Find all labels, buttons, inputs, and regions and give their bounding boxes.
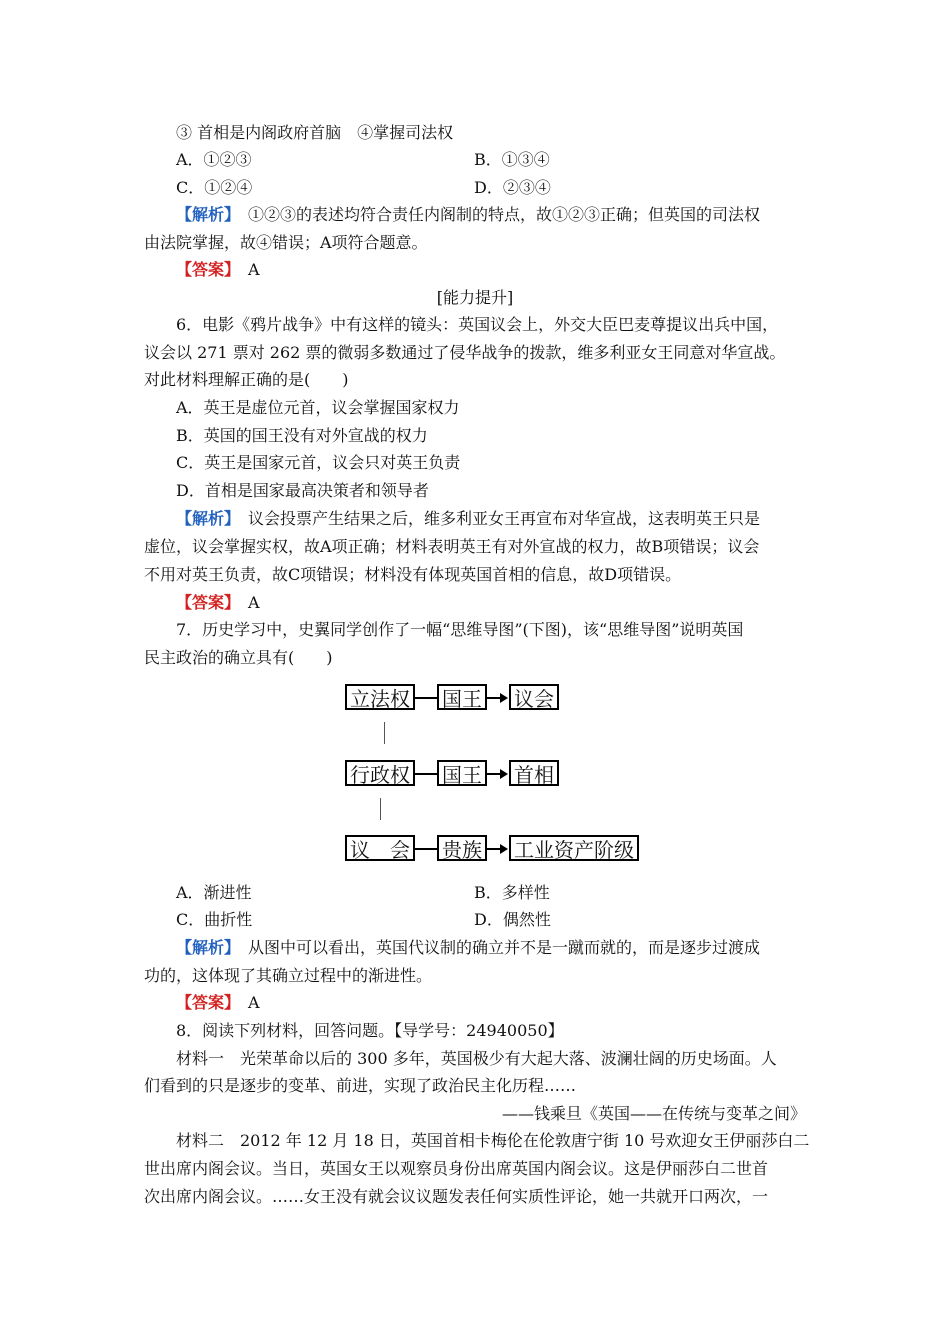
q6-option-a: A．英王是虚位元首，议会掌握国家权力	[176, 398, 460, 417]
analysis-text: 议会投票产生结果之后，维多利亚女王再宣布对华宣战，这表明英王只是	[232, 509, 761, 528]
q7-stem-line1: 7．历史学习中，史翼同学创作了一幅“思维导图”(下图)，该“思维导图”说明英国	[176, 620, 744, 639]
q5-option-b: B．①③④	[474, 150, 550, 169]
diagram-box-king: 国王	[437, 684, 487, 710]
q6-stem-line2: 议会以 271 票对 262 票的微弱多数通过了侵华战争的拨款，维多利亚女王同意对华宣战。	[144, 343, 786, 362]
q8-material2-line3: 次出席内阁会议。……女王没有就会议议题发表任何实质性评论，她一共就开口两次，一	[144, 1187, 769, 1206]
q8-material2-line2: 世出席内阁会议。当日，英国女王以观察员身份出席英国内阁会议。这是伊丽莎白二世首	[144, 1159, 769, 1178]
diagram-box-industrial-bourgeoisie: 工业资产阶级	[509, 835, 639, 861]
answer-text: A	[232, 993, 260, 1012]
q7-option-b: B．多样性	[474, 883, 550, 902]
q7-option-c: C．曲折性	[176, 910, 253, 929]
diagram-box-executive: 行政权	[345, 760, 415, 786]
q6-option-d: D．首相是国家最高决策者和领导者	[176, 481, 429, 500]
q5-analysis-line2: 由法院掌握，故④错误；A项符合题意。	[144, 233, 428, 252]
q6-answer	[176, 592, 260, 614]
diagram-vertical-connector	[380, 798, 381, 820]
q8-material1-line1: 材料一 光荣革命以后的 300 多年，英国极少有大起大落、波澜壮阔的历史场面。人	[176, 1049, 777, 1068]
q5-analysis-line1	[176, 204, 760, 226]
analysis-text: 从图中可以看出，英国代议制的确立并不是一蹴而就的，而是逐步过渡成	[232, 938, 761, 957]
q8-material1-source: ——钱乘旦《英国——在传统与变革之间》	[501, 1104, 806, 1123]
diagram-box-legislative: 立法权	[345, 684, 415, 710]
q7-option-a: A．渐进性	[176, 883, 252, 902]
q5-stem: ③ 首相是内阁政府首脑 ④掌握司法权	[176, 123, 454, 142]
diagram-connector	[415, 697, 437, 699]
diagram-box-parliament-house: 议 会	[345, 835, 415, 861]
diagram-vertical-connector	[384, 722, 385, 744]
q6-option-c: C．英王是国家元首，议会只对英王负责	[176, 453, 461, 472]
q8-material1-line2: 们看到的只是逐步的变革、前进，实现了政治民主化历程……	[144, 1076, 577, 1095]
diagram-box-king: 国王	[437, 760, 487, 786]
q5-option-a: A．①②③	[176, 150, 252, 169]
analysis-text: ①②③的表述均符合责任内阁制的特点，故①②③正确；但英国的司法权	[232, 205, 761, 224]
diagram-connector	[415, 773, 437, 775]
section-heading: [能力提升]	[436, 288, 514, 307]
q7-analysis-line2: 功的，这体现了其确立过程中的渐进性。	[144, 966, 433, 985]
analysis-tag: 【解析】	[176, 509, 233, 528]
diagram-connector	[487, 697, 501, 699]
diagram-box-prime-minister: 首相	[509, 760, 559, 786]
diagram-connector	[487, 848, 501, 850]
q7-answer	[176, 992, 260, 1014]
answer-tag: 【答案】	[176, 260, 233, 279]
q6-option-b: B．英国的国王没有对外宣战的权力	[176, 426, 428, 445]
q5-option-d: D．②③④	[474, 178, 551, 197]
answer-tag: 【答案】	[176, 993, 233, 1012]
answer-text: A	[232, 593, 260, 612]
arrow-right-icon	[500, 844, 508, 854]
q8-stem: 8．阅读下列材料，回答问题。【导学号：24940050】	[176, 1021, 564, 1040]
arrow-right-icon	[500, 769, 508, 779]
q8-material2-line1: 材料二 2012 年 12 月 18 日，英国首相卡梅伦在伦敦唐宁街 10 号欢迎女王伊丽莎白二	[176, 1131, 810, 1150]
q6-stem-line3: 对此材料理解正确的是( )	[144, 370, 349, 389]
answer-text: A	[232, 260, 260, 279]
q5-answer	[176, 259, 260, 281]
q7-option-d: D．偶然性	[474, 910, 551, 929]
q7-stem-line2: 民主政治的确立具有( )	[144, 648, 333, 667]
mind-map-diagram	[330, 676, 660, 876]
diagram-box-nobility: 贵族	[437, 835, 487, 861]
diagram-connector	[415, 848, 437, 850]
diagram-box-parliament: 议会	[509, 684, 559, 710]
q6-analysis-line3: 不用对英王负责，故C项错误；材料没有体现英国首相的信息，故D项错误。	[144, 565, 682, 584]
analysis-tag: 【解析】	[176, 938, 233, 957]
q6-stem-line1: 6．电影《鸦片战争》中有这样的镜头：英国议会上，外交大臣巴麦尊提议出兵中国，	[176, 315, 779, 334]
analysis-tag: 【解析】	[176, 205, 233, 224]
q5-option-c: C．①②④	[176, 178, 253, 197]
arrow-right-icon	[500, 693, 508, 703]
diagram-connector	[487, 773, 501, 775]
answer-tag: 【答案】	[176, 593, 233, 612]
q6-analysis-line2: 虚位，议会掌握实权，故A项正确；材料表明英王有对外宣战的权力，故B项错误；议会	[144, 537, 760, 556]
q6-analysis-line1	[176, 508, 760, 530]
q7-analysis-line1	[176, 937, 760, 959]
